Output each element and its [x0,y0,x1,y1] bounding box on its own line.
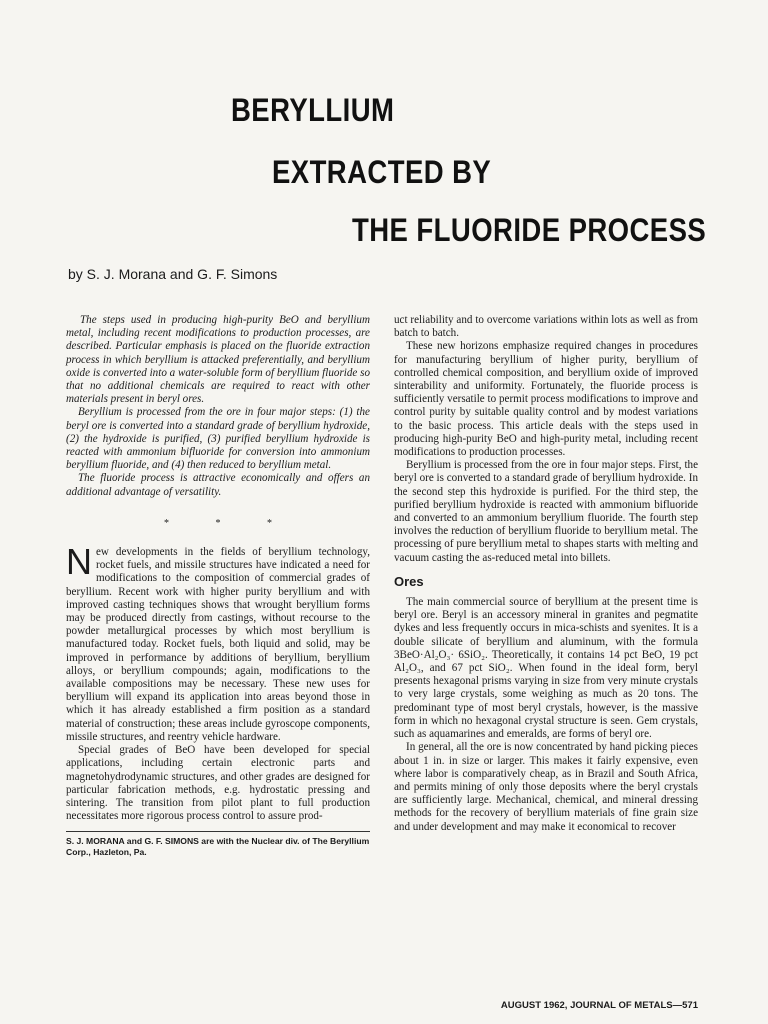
section-separator: * * * [164,517,294,529]
section-heading-ores: Ores [394,573,424,589]
left-column [66,314,370,858]
body-paragraph: These new horizons emphasize required changes in procedures for manufacturing beryllium of higher purity, beryllium of controlled chemical composition, and beryllium oxide of improved sinterability and uniformity. Fortunately, the fluoride process is sufficiently versatile to permit process modifications to improve and control purity by suitable quality control and by modest variations to the basic process. This article deals with the steps used in producing high-purity BeO and high-purity metal, including recent modifications to production processes. [394,340,698,459]
title-line-1: BERYLLIUM [231,92,395,128]
abstract [66,314,370,499]
abstract-paragraph: The steps used in producing high-purity BeO and beryllium metal, including recent modifications to production processes, are described. Particular emphasis is placed on the fluoride extraction process in which beryllium is attacked preferentially, and beryllium oxide is converted into a water-soluble form of beryllium fluoride so that no additional chemicals are required to react with other materials present in beryl ores. [66,314,370,406]
title-line-3: THE FLUORIDE PROCESS [352,212,707,248]
running-footer: AUGUST 1962, JOURNAL OF METALS—571 [500,1000,698,1011]
body-paragraph: Beryllium is processed from the ore in four major steps. First, the beryl ore is converted to a standard grade of beryllium hydroxide. In the second step this hydroxide is purified. For the third step, the purified beryllium hydroxide is reacted with ammonium bifluoride and converted to an ammonium beryllium fluoride. The fourth step involves the reduction of beryllium fluoride to beryllium metal. The processing of pure beryllium metal to shapes starts with melting and vacuum casting the as-reduced metal into billets. [394,459,698,564]
abstract-paragraph: Beryllium is processed from the ore in four major steps: (1) the beryl ore is converted into a standard grade of beryllium hydroxide, (2) the hydroxide is purified, (3) purified beryllium hydroxide is reacted with ammonium bifluoride for conversion into ammonium beryllium fluoride, and (4) then reduced to beryllium metal. [66,406,370,472]
body-paragraph: The main commercial source of beryllium at the present time is beryl ore. Beryl is an accessory mineral in granites and pegmatite dykes and less frequently occurs in mica-schists and syenites. It is a double silicate of beryllium and aluminum, with the formula 3BeO·Al₂O₃· 6SiO₂. Theoretically, it contains 14 pct BeO, 19 pct Al₂O₃, and 67 pct SiO₂. When found in the ideal form, beryl presents hexagonal prisms varying in size from very minute crystals to very large crystals, some weighing as much as 20 tons. The predominant type of most beryl crystals, however, is the massive form in which no hexagonal crystal structure is seen. Gem crystals, such as aquamarines and emeralds, are forms of beryl ore. [394,596,698,741]
intro-paragraph [66,541,370,744]
intro-text: ew developments in the fields of beryllium technology, rocket fuels, and missile structures have indicated a need for modifications to the composition of commercial grades of beryllium. Recent work with higher purity beryllium and with improved casting techniques shows that wrought beryllium forms may be produced directly from castings, without recourse to the powder metallurgical processes by which most beryllium is manufactured today. Rocket fuels, both liquid and solid, may be improved in performance by additions of beryllium, beryllium alloys, or beryllium compounds; again, modifications to the available compositions may be necessary. These new uses for beryllium will expand its application into areas beyond those in which it has already established a firm position as a standard material of construction; these areas include gyroscope components, missile structures, and reentry vehicle hardware. [66,546,370,743]
drop-cap: N [66,541,92,583]
right-column [394,314,698,834]
body-paragraph: In general, all the ore is now concentrated by hand picking pieces about 1 in. in size or larger. This makes it fairly expensive, even where labor is comparatively cheap, as in Brazil and South Africa, and permits mining of only those deposits where the beryl crystals are sufficiently large. Mechanical, chemical, and mineral dressing methods for the recovery of beryllium materials of fine grain size and under development and may make it economical to recover [394,741,698,833]
title-line-2: EXTRACTED BY [272,154,492,190]
byline: by S. J. Morana and G. F. Simons [68,266,278,282]
author-footnote: S. J. MORANA and G. F. SIMONS are with the Nuclear div. of The Beryllium Corp., Hazleton, Pa. [66,831,370,858]
body-paragraph: uct reliability and to overcome variations within lots as well as from batch to batch. [394,314,698,340]
abstract-paragraph: The fluoride process is attractive economically and offers an additional advantage of versatility. [66,472,370,498]
body-paragraph: Special grades of BeO have been developed for special applications, including certain electronic parts and magnetohydrodynamic structures, and other grades are designed for particular fabrication methods, e.g. hydrostatic pressing and sintering. The transition from pilot plant to full production necessitates more rigorous process control to assure prod- [66,744,370,823]
